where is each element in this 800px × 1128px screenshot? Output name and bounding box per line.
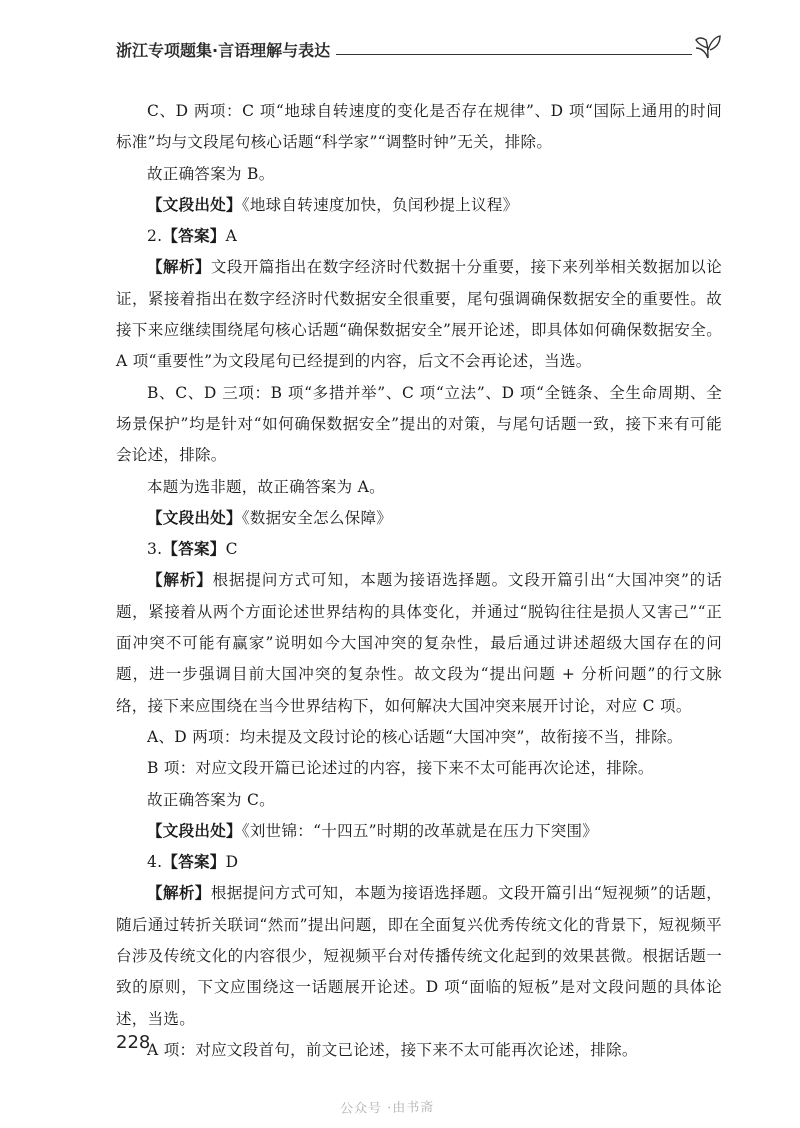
- paragraph-text: A: [225, 227, 238, 246]
- paragraph-text: B 项：对应文段开篇已论述过的内容，接下来不太可能再次论述，排除。: [147, 759, 654, 778]
- section-label: 【答案】: [162, 227, 226, 246]
- paragraph-text: 《地球自转速度加快，负闰秒提上议程》: [241, 195, 519, 214]
- body-paragraph: [116, 472, 722, 503]
- paragraph-text: A、D 两项：均未提及文段讨论的核心话题“大国冲突”，故衔接不当，排除。: [147, 727, 683, 746]
- labeled-paragraph: [116, 190, 722, 221]
- body-paragraph: [116, 378, 722, 472]
- section-label: 【答案】: [162, 540, 226, 559]
- body-paragraph: [116, 96, 722, 159]
- paragraph-text: 《刘世锦：“十四五”时期的改革就是在压力下突围》: [241, 821, 599, 840]
- paragraph-text: 《数据安全怎么保障》: [241, 508, 393, 527]
- answer-explanations: [116, 96, 722, 1066]
- labeled-paragraph: [116, 847, 722, 878]
- watermark: 公众号 ·由书斋: [339, 1100, 435, 1117]
- section-label: 【文段出处】: [147, 821, 242, 840]
- labeled-paragraph: [116, 816, 722, 847]
- paragraph-text: A 项：对应文段首句，前文已论述，接下来不太可能再次论述，排除。: [147, 1040, 638, 1059]
- page-number: 228: [116, 1032, 151, 1053]
- section-label: 【解析】: [147, 884, 211, 903]
- header-title: 浙江专项题集·言语理解与表达: [116, 41, 331, 60]
- section-label: 【文段出处】: [147, 195, 242, 214]
- section-label: 【文段出处】: [147, 508, 242, 527]
- labeled-paragraph: [116, 252, 722, 377]
- question-number: 3.: [147, 540, 163, 559]
- paragraph-text: 本题为选非题，故正确答案为 A。: [147, 477, 385, 496]
- paragraph-text: C: [225, 540, 238, 559]
- labeled-paragraph: [116, 534, 722, 565]
- section-label: 【解析】: [147, 258, 211, 277]
- sprout-icon: [690, 30, 724, 64]
- paragraph-text: 文段开篇指出在数字经济时代数据十分重要，接下来列举相关数据加以论证，紧接着指出在数字经济时代数据安全很重要，尾句强调确保数据安全的重要性。故接下来应继续围绕尾句核心话题“确保数据安全”展开论述，即具体如何确保数据安全。A 项“重要性”为文段尾句已经提到的内容，后文不会再论述，当选。: [116, 258, 723, 371]
- body-paragraph: [116, 159, 722, 190]
- labeled-paragraph: [116, 221, 722, 252]
- paragraph-text: D: [225, 853, 239, 872]
- question-number: 2.: [147, 227, 163, 246]
- running-header: [116, 30, 726, 70]
- paragraph-text: 根据提问方式可知，本题为接语选择题。文段开篇引出“短视频”的话题，随后通过转折关联词“然而”提出问题，即在全面复兴优秀传统文化的背景下，短视频平台涉及传统文化的内容很少，短视频平台对传播传统文化起到的效果甚微。根据话题一致的原则，下文应围绕这一话题展开论述。D 项“面临的短板”是对文段问题的具体论述，当选。: [116, 884, 722, 1028]
- paragraph-text: C、D 两项：C 项“地球自转速度的变化是否存在规律”、D 项“国际上通用的时间标准”均与文段尾句核心话题“科学家”“调整时钟”无关，排除。: [116, 102, 722, 152]
- body-paragraph: [116, 785, 722, 816]
- question-number: 4.: [147, 853, 163, 872]
- paragraph-text: B、C、D 三项：B 项“多措并举”、C 项“立法”、D 项“全链条、全生命周期、全场景保护”均是针对“如何确保数据安全”提出的对策，与尾句话题一致，接下来有可能会论述，排除。: [116, 383, 722, 465]
- paragraph-text: 故正确答案为 B。: [147, 164, 275, 183]
- labeled-paragraph: [116, 503, 722, 534]
- paragraph-text: 故正确答案为 C。: [147, 790, 275, 809]
- header-rule: [336, 54, 692, 55]
- labeled-paragraph: [116, 878, 722, 1034]
- body-paragraph: [116, 753, 722, 784]
- paragraph-text: 根据提问方式可知，本题为接语选择题。文段开篇引出“大国冲突”的话题，紧接着从两个方面论述世界结构的具体变化，并通过“脱钩往往是损人又害己”“正面冲突不可能有赢家”说明如今大国冲突的复杂性，最后通过讲述超级大国存在的问题，进一步强调目前大国冲突的复杂性。故文段为“提出问题 + 分析问题”的行文脉络，接下来应围绕在当今世界结构下，如何解决大国冲突来展开讨论，对应 C 项。: [116, 571, 722, 715]
- section-label: 【解析】: [147, 571, 213, 590]
- body-paragraph: [116, 722, 722, 753]
- labeled-paragraph: [116, 565, 722, 721]
- body-paragraph: [116, 1035, 722, 1066]
- section-label: 【答案】: [162, 853, 226, 872]
